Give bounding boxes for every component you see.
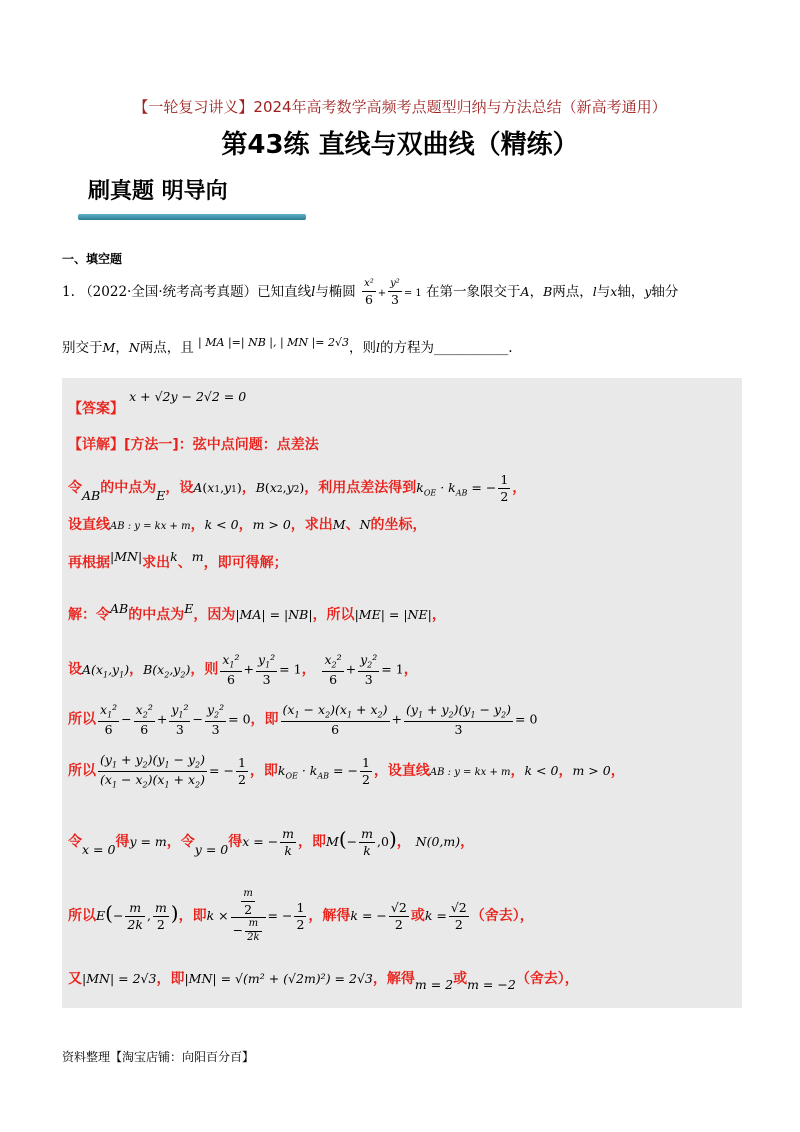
answer-blank: ___________ bbox=[434, 340, 509, 356]
answer-label: 【答案】 bbox=[68, 401, 124, 417]
answer-value: x + √2y − 2√2 = 0 bbox=[129, 389, 247, 404]
solution-line-7: 所以 $\frac{(y_1 + y_2)(y_1 - y_2)}{(x_1 - x_2)(x_1 + x_2)}$ = − $\frac{1}{2}$ ，即$k_{OE} \cdot k_{AB}$ = − $\frac{1}{2}$ ，设直线AB : y = kx + m，k < 0，m > 0， bbox=[68, 752, 625, 789]
solution-line-2: 设直线AB : y = kx + m，k < 0，m > 0，求出M、N的坐标， bbox=[68, 517, 427, 533]
footer-source: 资料整理【淘宝店铺：向阳百分百】 bbox=[62, 1050, 255, 1064]
banner-underline bbox=[78, 214, 306, 220]
solution-line-1: 令AB的中点为E，设A(x1,y1)，B(x2,y2)，利用点差法得到$k_{OE} \cdot k_{AB}$ = − $\frac{1}{2}$ ， bbox=[68, 472, 527, 504]
question-number: 1. bbox=[62, 284, 75, 301]
solution-line-6: 所以 $\frac{x_1^2}{6}$ − $\frac{x_2^2}{6}$ + $\frac{y_1^2}{3}$ − $\frac{y_2^2}{3}$ = 0，即 $\frac{(x_1 - x_2)(x_1 + x_2)}{6}$ + $\frac{(y_1 + y_2)(y_1 - y_2)}{3}$ = 0 bbox=[68, 702, 538, 737]
solution-line-8: 令x = 0得y = m，令y = 0得x = − $\frac{m}{k}$ ，即M(− $\frac{m}{k}$ ,0)， N(0,m)， bbox=[68, 826, 475, 858]
solution-method: 【详解】[方法一]：弦中点问题：点差法 bbox=[68, 437, 319, 453]
solution-line-5: 设$A(x_1,y_1)$，$B(x_2,y_2)$，则 $\frac{x_1^2}{6}$ + $\frac{y_1^2}{3}$ = 1， $\frac{x_2^2}{6}$ + $\frac{y_2^2}{3}$ = 1， bbox=[68, 652, 418, 687]
lesson-title: 第43练 直线与双曲线（精练） bbox=[221, 130, 579, 160]
solution-line-9: 所以E(− $\frac{m}{2k}$ , $\frac{m}{2}$ )，即k × $\frac{m}{2}$ − $\frac{m}{2k}$ = − $\frac{1}{2}$ ，解得k = − $\frac{√2}{2}$ 或k = $\frac{√2}{2}$ （舍去）， bbox=[68, 888, 534, 943]
series-header: 【一轮复习讲义】2024年高考数学高频考点题型归纳与方法总结（新高考通用） bbox=[133, 98, 667, 116]
question-source: （2022·全国·统考高考真题）已知直线 bbox=[79, 284, 312, 301]
solution-line-3: 再根据|MN|求出k、m，即可得解； bbox=[68, 549, 288, 571]
part-heading: 一、填空题 bbox=[62, 252, 123, 266]
question-line-1: 1. （2022·全国·统考高考真题）已知直线l与椭圆 $\frac{\text{x²}}{6}$ + $\frac{\text{y²}}{3}$ = 1 在第一象限交于A，B两点，l与x轴，y轴分 bbox=[62, 278, 679, 307]
solution-line-10: 又|MN| = 2√3，即|MN| = √(m² + (√2m)²) = 2√3，解得m = 2或m = −2（舍去）， bbox=[68, 971, 579, 992]
question-line-2: 别交于M，N两点，且 $^{| MA |=| NB |, | MN |= 2√3}$，则l的方程为___________. bbox=[62, 336, 513, 356]
solution-line-4: 解：令AB的中点为E，因为|MA| = |NB|，所以|ME| = |NE|， bbox=[68, 601, 446, 623]
section-banner: 刷真题 明导向 bbox=[88, 179, 228, 204]
answer-line bbox=[68, 386, 247, 417]
